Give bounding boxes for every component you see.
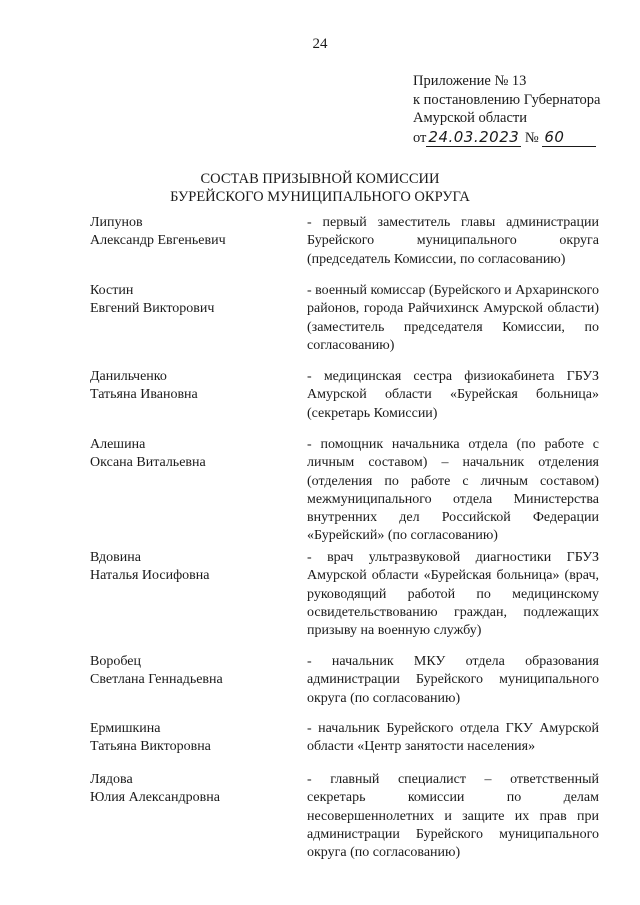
member-role: - начальник Бурейского отдела ГКУ Амурской области «Центр занятости населения»: [307, 721, 599, 755]
member-given-names: Татьяна Ивановна: [90, 387, 198, 403]
member-role: - военный комиссар (Бурейского и Архаринского районов, города Райчихинск Амурской области) (заместитель председателя Комиссии, по согласованию): [307, 283, 600, 353]
member-surname: Костин: [90, 283, 134, 298]
member-role: - медицинская сестра физиокабинета ГБУЗ Амурской области «Бурейская больница» (секретарь Комиссии): [307, 369, 599, 421]
member-name: [90, 720, 300, 757]
member-surname: Ермишкина: [90, 721, 161, 736]
member-surname: Липунов: [90, 215, 143, 230]
document-title: [0, 170, 640, 206]
member-surname: Алешина: [90, 437, 146, 452]
date-value: 24.03.2023: [428, 127, 520, 146]
member-surname: Данильченко: [90, 369, 167, 384]
appendix-line-2: к постановлению Губернатора: [413, 91, 601, 108]
member-role: - первый заместитель главы администрации Бурейского муниципального округа (председатель Комиссии, по согласованию): [307, 215, 599, 267]
appendix-block: [413, 72, 600, 147]
number-prefix: №: [524, 129, 539, 146]
member-surname: Воробец: [90, 654, 141, 669]
member-given-names: Наталья Иосифовна: [90, 568, 210, 584]
member-role: - помощник начальника отдела (по работе с личным составом) – начальник отделения (отделения по работе с личным составом) межмуниципального отдела Министерства внутренних дел Российской Федерации «Бурейский» (по согласованию): [307, 437, 599, 544]
page-number: 24: [312, 36, 328, 52]
member-given-names: Оксана Витальевна: [90, 455, 206, 471]
member-given-names: Юлия Александровна: [90, 790, 220, 806]
member-name: [90, 653, 300, 690]
member-surname: Лядова: [90, 772, 133, 787]
member-surname: Вдовина: [90, 550, 141, 565]
member-role: - врач ультразвуковой диагностики ГБУЗ Амурской области «Бурейская больница» (врач, руководящий работой по медицинскому освидетельствованию граждан, подлежащих призыву на военную службу): [307, 550, 599, 639]
member-given-names: Светлана Геннадьевна: [90, 672, 223, 688]
member-role: - главный специалист – ответственный секретарь комиссии по делам несовершеннолетних и защите их прав при администрации Бурейского муниципального округа (по согласованию): [307, 772, 599, 861]
date-prefix: от: [413, 129, 427, 146]
member-name: [90, 771, 300, 808]
member-given-names: Александр Евгеньевич: [90, 233, 226, 249]
member-role: - начальник МКУ отдела образования администрации Бурейского муниципального округа (по согласованию): [307, 654, 599, 706]
member-given-names: Татьяна Викторовна: [90, 739, 211, 755]
member-name: [90, 436, 300, 473]
appendix-line-1: Приложение № 13: [413, 73, 527, 89]
member-given-names: Евгений Викторович: [90, 301, 215, 317]
member-name: [90, 549, 300, 586]
member-name: [90, 368, 300, 405]
appendix-line-3: Амурской области: [413, 110, 527, 126]
member-name: [90, 214, 300, 251]
title-line-2: БУРЕЙСКОГО МУНИЦИПАЛЬНОГО ОКРУГА: [170, 189, 470, 205]
appendix-date-line: [413, 128, 600, 148]
member-name: [90, 282, 300, 319]
number-value: 60: [542, 128, 596, 148]
title-line-1: СОСТАВ ПРИЗЫВНОЙ КОМИССИИ: [200, 171, 440, 187]
